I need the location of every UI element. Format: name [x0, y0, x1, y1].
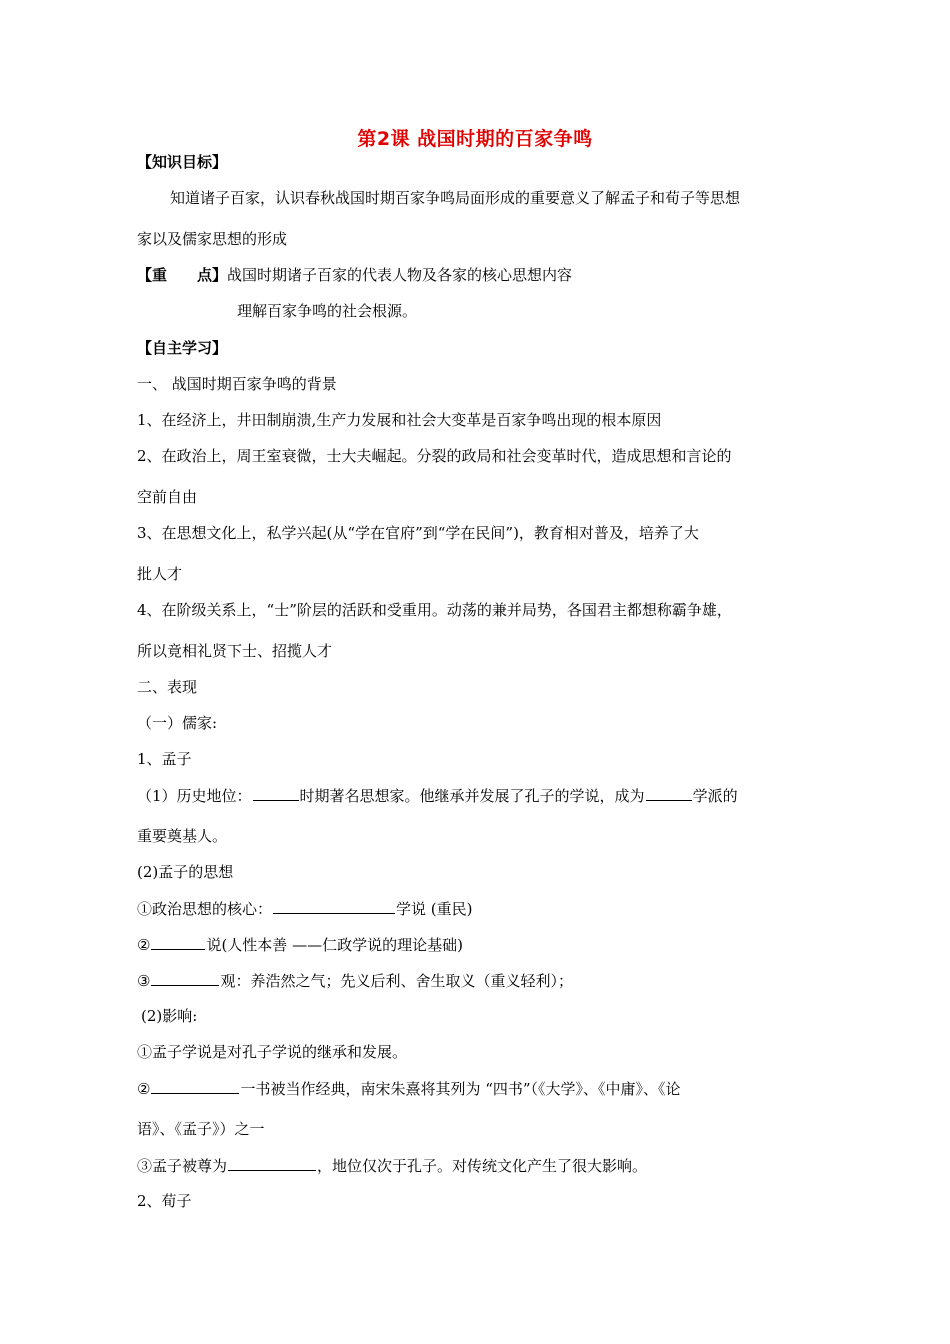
key-point-label: 【重 点】 [137, 266, 228, 284]
fill-blank-book[interactable] [151, 1078, 239, 1094]
influence-2-prefix: ② [137, 1080, 151, 1098]
knowledge-goal-text-2: 家以及儒家思想的形成 [137, 230, 288, 248]
thought-2-suffix: 说(人性本善 ——仁政学说的理论基础) [206, 936, 463, 954]
knowledge-goal-heading: 【知识目标】 [137, 153, 228, 171]
thought-1-suffix: 学说 (重民) [396, 900, 473, 918]
thought-3-prefix: ③ [137, 972, 151, 990]
fill-blank-era[interactable] [253, 785, 299, 801]
paragraph-1: 1、在经济上，井田制崩溃,生产力发展和社会大变革是百家争鸣出现的根本原因 [137, 411, 662, 429]
paragraph-2b: 空前自由 [137, 488, 198, 506]
part1-heading: 一、 战国时期百家争鸣的背景 [137, 375, 337, 393]
paragraph-3a: 3、在思想文化上，私学兴起(从“学在官府”到“学在民间”)，教育相对普及，培养了大 [137, 524, 699, 542]
influence-2-suffix: 一书被当作经典，南宋朱熹将其列为 “四书”（《大学》、《中庸》、《论 [240, 1080, 681, 1098]
mencius-thought-heading: (2)孟子的思想 [137, 863, 234, 881]
part2-heading: 二、表现 [137, 678, 198, 696]
question-1-suffix: 学派的 [692, 787, 738, 805]
lesson-title: 第2课 战国时期的百家争鸣 [357, 128, 593, 150]
fill-blank-title[interactable] [228, 1155, 316, 1171]
fill-blank-human-nature[interactable] [151, 934, 205, 950]
paragraph-4b: 所以竟相礼贤下士、招揽人才 [137, 642, 333, 660]
key-point-text-1: 战国时期诸子百家的代表人物及各家的核心思想内容 [227, 266, 573, 284]
thought-3-suffix: 观：养浩然之气；先义后利、舍生取义（重义轻利）； [220, 972, 573, 990]
paragraph-3b: 批人才 [137, 565, 183, 583]
question-1-row [137, 785, 738, 806]
fill-blank-school[interactable] [646, 785, 692, 801]
thought-1-row [137, 898, 473, 919]
influence-1: ①孟子学说是对孔子学说的继承和发展。 [137, 1043, 408, 1061]
thought-2-prefix: ② [137, 936, 151, 954]
influence-2-line2: 语》、《孟子》）之一 [137, 1120, 265, 1138]
paragraph-2a: 2、在政治上，周王室衰微，士大夫崛起。分裂的政局和社会变革时代，造成思想和言论的 [137, 447, 732, 465]
xunzi-heading: 2、荀子 [137, 1192, 192, 1210]
thought-3-row [137, 970, 573, 991]
knowledge-goal-text-1: 知道诸子百家，认识春秋战国时期百家争鸣局面形成的重要意义了解孟子和荀子等思想 [170, 189, 741, 207]
question-1-middle: 时期著名思想家。他继承并发展了孔子的学说，成为 [299, 787, 645, 805]
question-1-prefix: （1）历史地位： [137, 787, 252, 805]
influence-2-row [137, 1078, 681, 1099]
influence-3-row [137, 1155, 647, 1176]
question-1-line2: 重要奠基人。 [137, 827, 228, 845]
self-study-heading: 【自主学习】 [137, 339, 228, 357]
fill-blank-values[interactable] [151, 970, 219, 986]
influence-3-prefix: ③孟子被尊为 [137, 1157, 228, 1175]
influence-heading: (2)影响: [141, 1007, 198, 1025]
fill-blank-political-core[interactable] [273, 898, 395, 914]
key-point-text-2: 理解百家争鸣的社会根源。 [237, 302, 418, 320]
key-point-row [137, 265, 572, 285]
thought-1-prefix: ①政治思想的核心： [137, 900, 273, 918]
confucian-heading: （一）儒家: [137, 714, 218, 732]
thought-2-row [137, 934, 463, 955]
influence-3-suffix: ，地位仅次于孔子。对传统文化产生了很大影响。 [317, 1157, 648, 1175]
paragraph-4a: 4、在阶级关系上，“士”阶层的活跃和受重用。动荡的兼并局势，各国君主都想称霸争雄， [137, 601, 732, 619]
mencius-heading: 1、孟子 [137, 750, 192, 768]
